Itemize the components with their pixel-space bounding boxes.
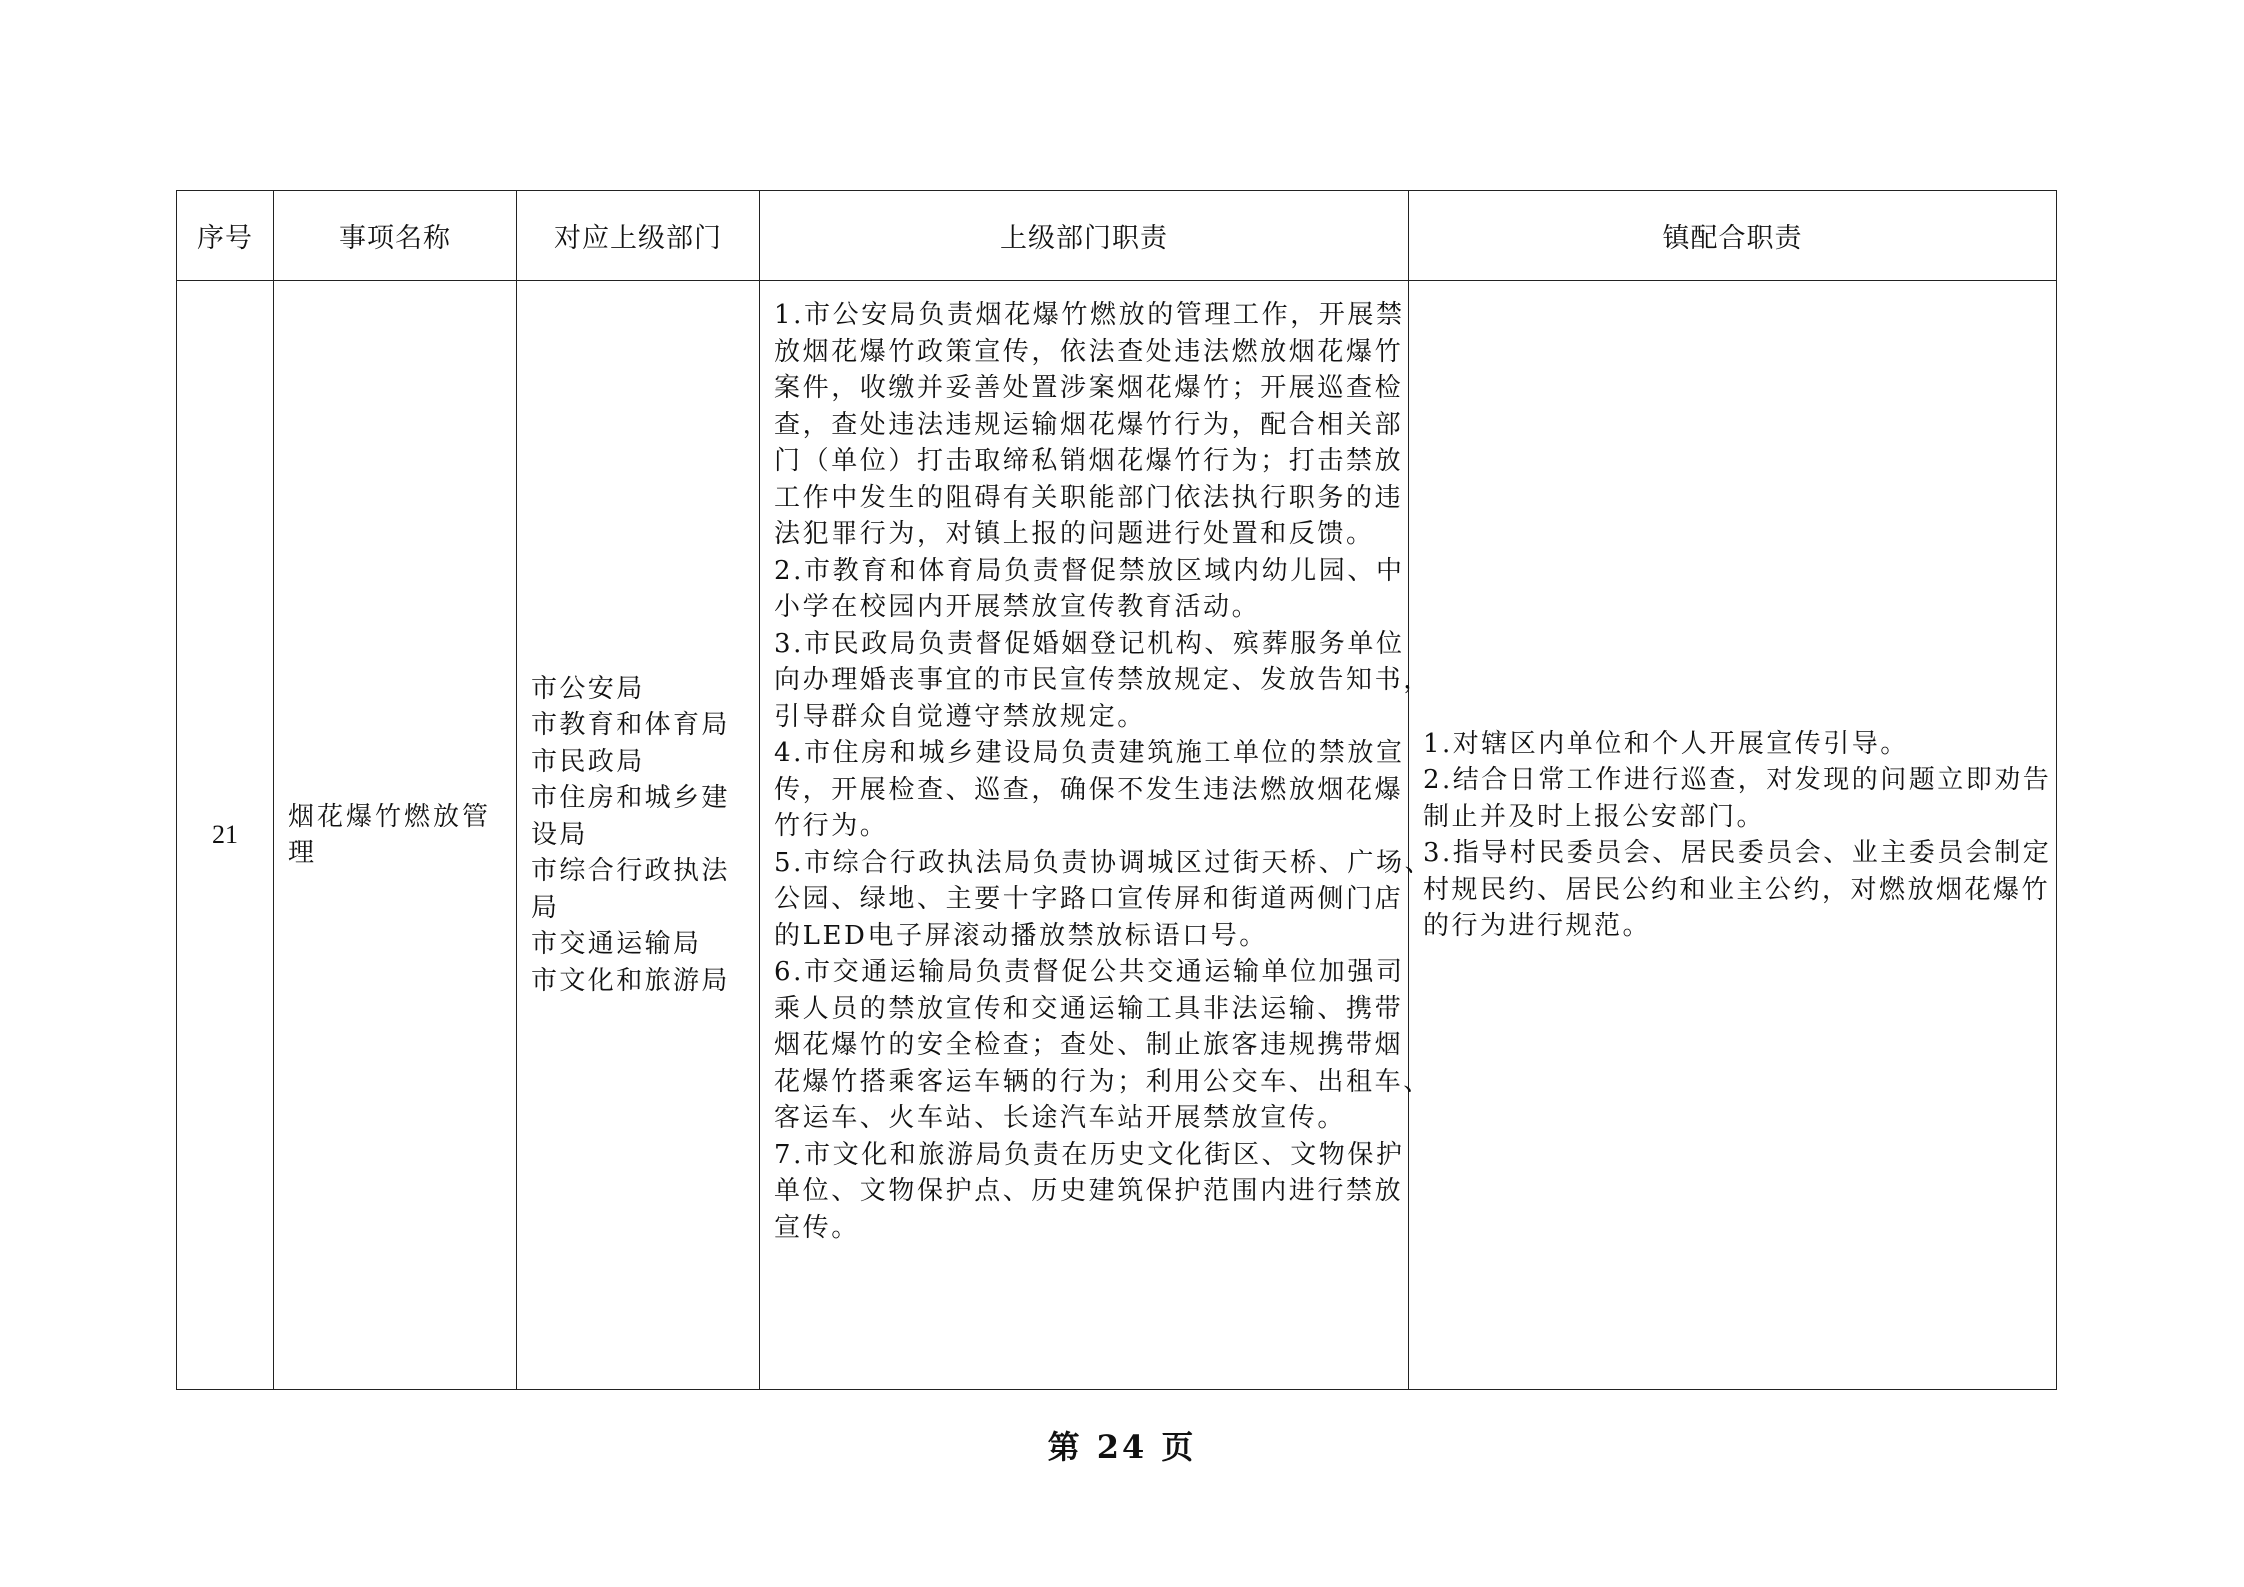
duty-line: 传，开展检查、巡查，确保不发生违法燃放烟花爆 [774,774,1404,805]
duty-line: 公园、绿地、主要十字路口宣传屏和街道两侧门店 [774,884,1404,914]
header-superior-dept: 对应上级部门 [517,191,760,281]
duty-line: 6.市交通运输局负责督促公共交通运输单位加强司 [774,957,1405,987]
dept-line: 市民政局 [531,746,645,777]
dept-line: 市综合行政执法 [531,856,730,887]
duty-line: 引导群众自觉遵守禁放规定。 [774,701,1146,732]
duty-line: 4.市住房和城乡建设局负责建筑施工单位的禁放宣 [774,738,1405,768]
duty-line: 的LED电子屏滚动播放禁放标语口号。 [774,920,1268,951]
duty-line: 工作中发生的阻碍有关职能部门依法执行职务的违 [774,482,1404,513]
duty-line: 放烟花爆竹政策宣传，依法查处违法燃放烟花爆竹 [774,336,1404,367]
duty-line: 客运车、火车站、长途汽车站开展禁放宣传。 [774,1103,1347,1133]
duty-line: 宣传。 [774,1212,860,1243]
table-header-row [177,191,2057,281]
town-duty-line: 2.结合日常工作进行巡查，对发现的问题立即劝告 [1423,765,2052,795]
header-town-duty: 镇配合职责 [1409,191,2057,281]
header-item-name: 事项名称 [274,191,517,281]
duty-line: 单位、文物保护点、历史建筑保护范围内进行禁放 [774,1176,1404,1206]
row-superior-duty [760,281,1434,1390]
table-row [177,281,2057,1390]
header-seq: 序号 [177,191,274,281]
item-name-line: 烟花爆竹燃放管 [288,801,492,832]
dept-line: 局 [531,892,560,923]
duty-line: 5.市综合行政执法局负责协调城区过街天桥、广场、 [774,847,1434,878]
dept-line: 市教育和体育局 [531,710,730,741]
dept-line: 市公安局 [531,673,645,704]
page-number: 第 24 页 [1047,1428,1197,1466]
duty-line: 法犯罪行为，对镇上报的问题进行处置和反馈。 [774,519,1375,549]
duty-line: 乘人员的禁放宣传和交通运输工具非法运输、携带 [774,993,1404,1024]
row-item-name [274,281,517,1390]
row-seq: 21 [177,281,274,1390]
row-town-duty [1409,281,2057,1390]
town-duty-line: 村规民约、居民公约和业主公约，对燃放烟花爆竹 [1423,874,2051,905]
dept-line: 市住房和城乡建 [531,783,730,814]
duty-line: 7.市文化和旅游局负责在历史文化街区、文物保护 [774,1139,1405,1170]
town-duty-line: 的行为进行规范。 [1423,911,1652,941]
duty-line: 花爆竹搭乘客运车辆的行为；利用公交车、出租车、 [774,1066,1432,1097]
town-duty-line: 制止并及时上报公安部门。 [1423,801,1766,832]
responsibility-table [176,190,2057,1390]
duty-line: 向办理婚丧事宜的市民宣传禁放规定、发放告知书， [774,665,1432,695]
duty-line: 竹行为。 [774,811,889,841]
duty-line: 案件，收缴并妥善处置涉案烟花爆竹；开展巡查检 [774,373,1404,403]
dept-line: 市文化和旅游局 [531,965,730,996]
dept-line: 设局 [531,819,588,850]
dept-line: 市交通运输局 [531,929,702,960]
town-duty-line: 3.指导村民委员会、居民委员会、业主委员会制定 [1423,838,2052,868]
duty-line: 烟花爆竹的安全检查；查处、制止旅客违规携带烟 [774,1030,1404,1060]
duty-line: 2.市教育和体育局负责督促禁放区域内幼儿园、中 [774,555,1405,586]
duty-line: 3.市民政局负责督促婚姻登记机构、殡葬服务单位 [774,628,1405,659]
duty-line: 1.市公安局负责烟花爆竹燃放的管理工作，开展禁 [774,300,1405,330]
header-superior-duty: 上级部门职责 [760,191,1409,281]
town-duty-line: 1.对辖区内单位和个人开展宣传引导。 [1423,728,1909,759]
item-name-line: 理 [288,838,318,868]
duty-line: 查，查处违法违规运输烟花爆竹行为，配合相关部 [774,409,1404,440]
duty-line: 小学在校园内开展禁放宣传教育活动。 [774,592,1261,622]
duty-line: 门（单位）打击取缔私销烟花爆竹行为；打击禁放 [774,446,1404,476]
row-superior-dept [517,281,760,1390]
